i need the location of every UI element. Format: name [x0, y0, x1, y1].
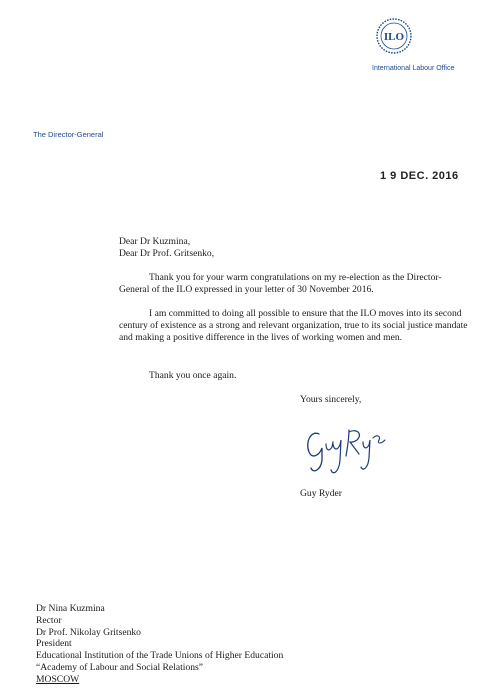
- address-line: Educational Institution of the Trade Unions of Higher Education: [36, 650, 284, 662]
- ilo-logo: [374, 16, 414, 56]
- letter-date: 1 9 DEC. 2016: [380, 170, 459, 182]
- address-city: MOSCOW: [36, 673, 80, 685]
- paragraph: Thank you for your warm congratulations on my re-election as the Director-General of the ILO expressed in your letter of 30 November 2016.: [119, 272, 442, 295]
- salutation-line: Dear Dr Kuzmina,: [119, 236, 191, 247]
- salutation-line: Dear Dr Prof. Gritsenko,: [119, 248, 215, 259]
- address-line: President: [36, 638, 72, 650]
- office-name: International Labour Office: [372, 65, 455, 72]
- address-line: Dr Nina Kuzmina: [36, 603, 105, 614]
- closing: Yours sincerely,: [300, 394, 362, 405]
- sender-title: The Director-General: [33, 130, 104, 139]
- salutation: [119, 236, 214, 260]
- signature: [303, 420, 393, 482]
- signer-name: Guy Ryder: [300, 488, 342, 499]
- address-line: Rector: [36, 614, 62, 626]
- address-line: Dr Prof. Nikolay Gritsenko: [36, 626, 141, 638]
- recipient-address: [36, 603, 283, 686]
- paragraph: Thank you once again.: [149, 370, 237, 381]
- logo-text: ILO: [383, 31, 405, 43]
- address-line: “Academy of Labour and Social Relations”: [36, 661, 204, 673]
- paragraph: I am committed to doing all possible to ensure that the ILO moves into its second century of existence as a strong and relevant organization, true to its social justice mandate and making a positive difference in the lives of working women and men.: [119, 308, 468, 343]
